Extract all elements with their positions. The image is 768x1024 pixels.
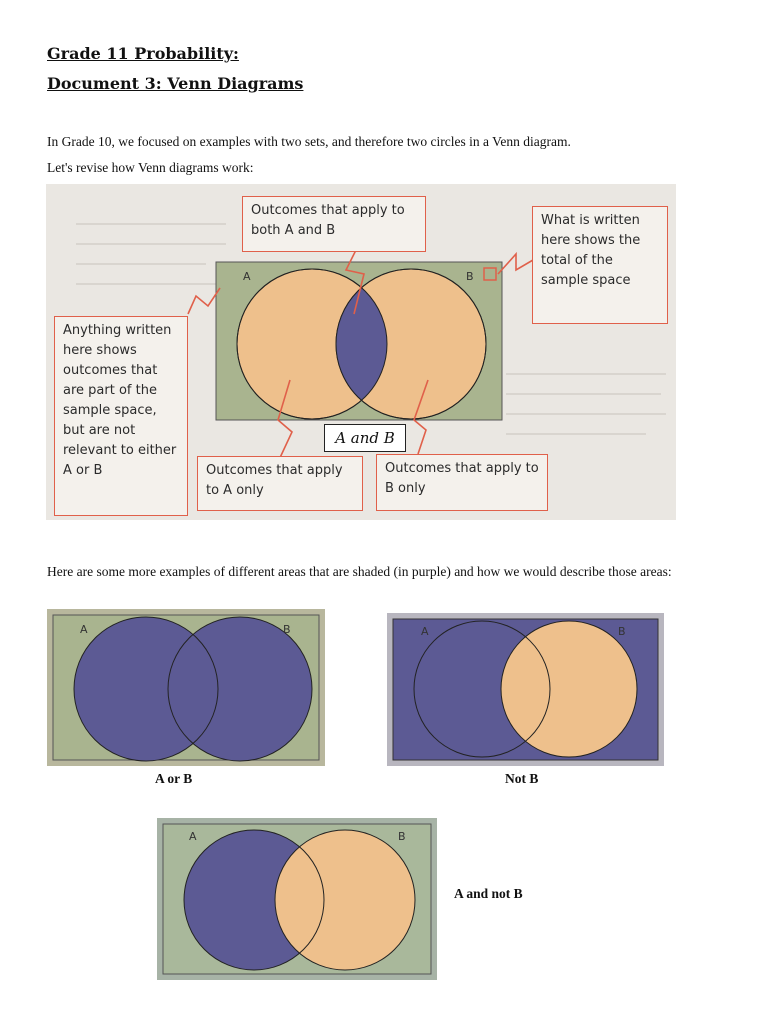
example-1-set-a: A <box>80 623 88 636</box>
caption-a-and-not-b: A and not B <box>454 886 523 901</box>
callout-total: What is written here shows the total of the sample space <box>532 206 668 324</box>
main-set-a-label: A <box>243 270 251 283</box>
venn-example-not-b <box>387 613 664 766</box>
intro-line-2: Let's revise how Venn diagrams work: <box>47 160 254 175</box>
example-2-set-b: B <box>618 625 626 638</box>
main-set-b-label: B <box>466 270 474 283</box>
caption-a-or-b: A or B <box>155 771 193 786</box>
venn-example-a-or-b <box>47 609 325 766</box>
venn-example-a-and-not-b <box>157 818 437 980</box>
callout-both: Outcomes that apply to both A and B <box>242 196 426 252</box>
examples-intro: Here are some more examples of different areas that are shaded (in purple) and how we would describe those areas: <box>47 564 672 579</box>
page-title: Grade 11 Probability: <box>47 44 239 63</box>
example-3-set-a: A <box>189 830 197 843</box>
callout-outside: Anything written here shows outcomes that are part of the sample space, but are not relevant to either A or B <box>54 316 188 516</box>
example-2-set-a: A <box>421 625 429 638</box>
venn-diagram-photo <box>46 184 676 520</box>
document-subtitle: Document 3: Venn Diagrams <box>47 74 304 93</box>
example-1-set-b: B <box>283 623 291 636</box>
intro-line-1: In Grade 10, we focused on examples with two sets, and therefore two circles in a Venn diagram. <box>47 134 571 149</box>
caption-not-b: Not B <box>505 771 539 786</box>
callout-a-only: Outcomes that apply to A only <box>197 456 363 511</box>
example-3-set-b: B <box>398 830 406 843</box>
intersection-label: A and B <box>324 424 406 452</box>
callout-b-only: Outcomes that apply to B only <box>376 454 548 511</box>
